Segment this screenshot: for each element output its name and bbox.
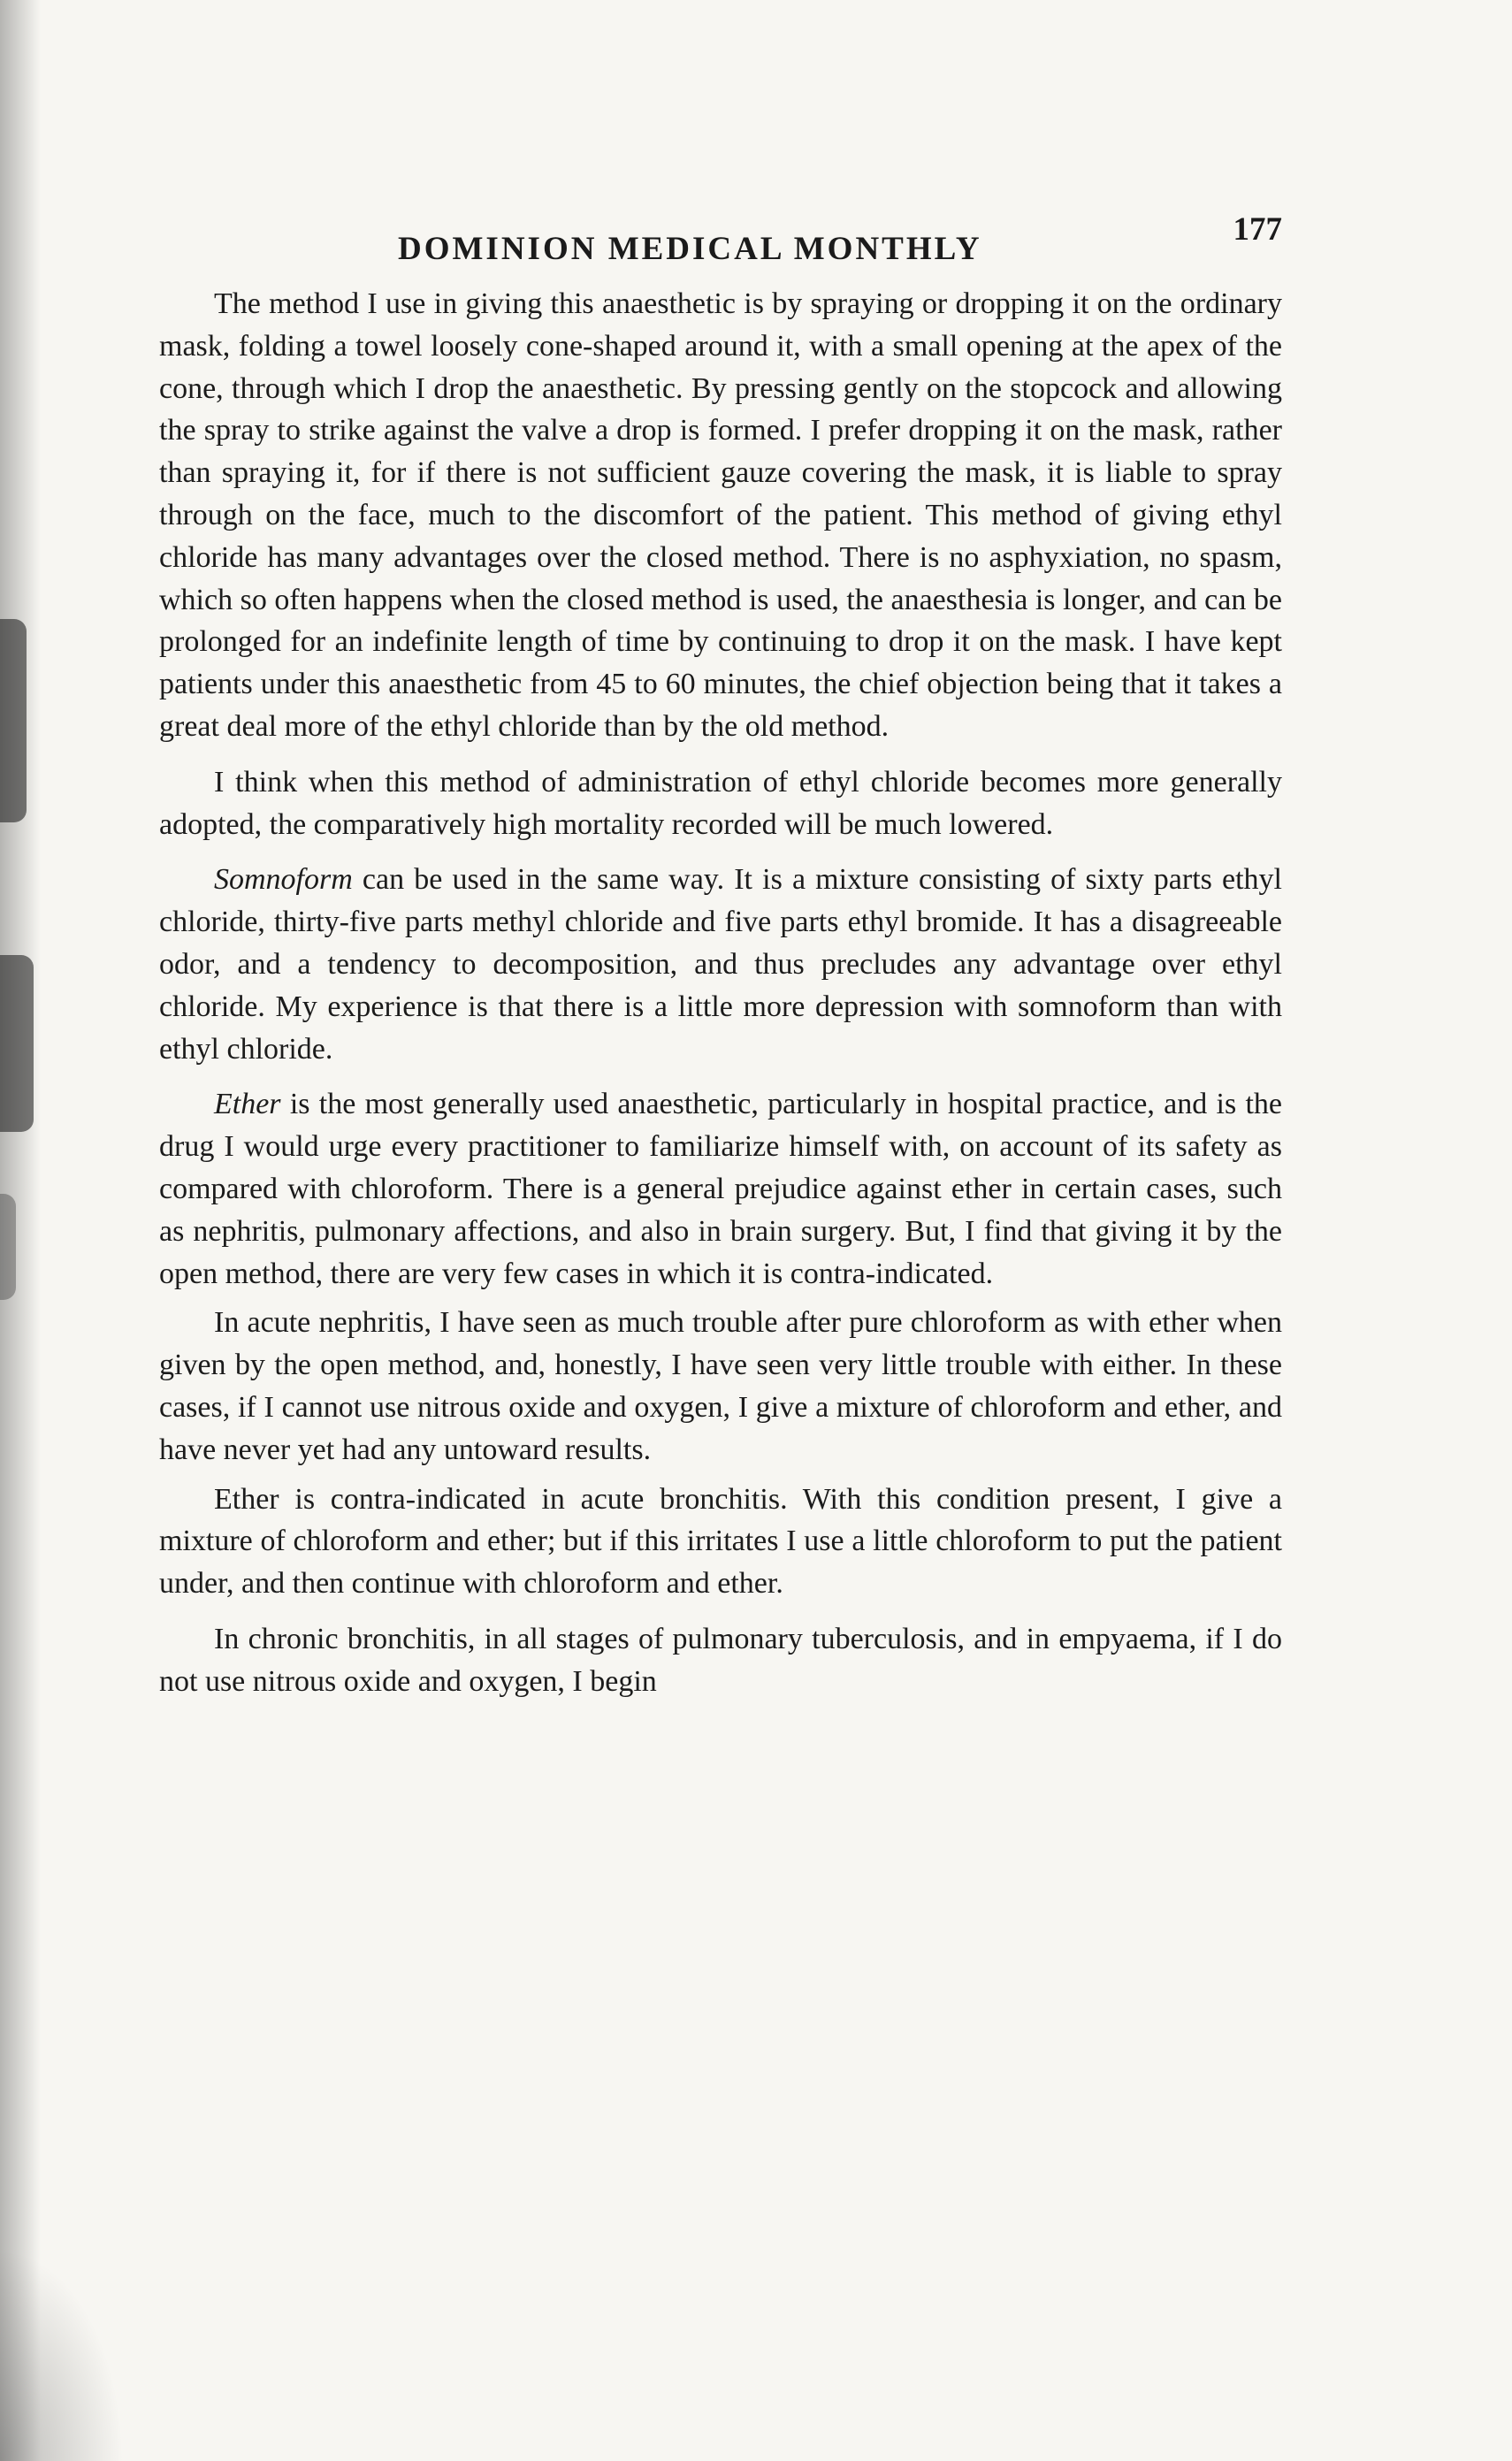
binding-mark <box>0 1194 16 1300</box>
paragraph-text: In chronic bronchitis, in all stages of pulmonary tuberculosis, and in empyaema, if I do not use nitrous oxide and oxygen, I begin <box>159 1622 1282 1698</box>
paragraph-text: is the most generally used anaesthetic, particularly in hospital practice, and is the drug I would urge every practitioner to familiarize himself with, on account of its safety as compared with chloroform. There is a general prejudice against ether in certain cases, such as nephritis, pulmonary affections, and also in brain surgery. But, I find that giving it by the open method, there are very few cases in which it is contra-indicated. <box>159 1088 1282 1290</box>
paragraph-text: In acute nephritis, I have seen as much trouble after pure chloroform as with ether when given by the open method, and, honestly, I have seen very little trouble with either. In these cases, if I cannot use nitrous oxide and oxygen, I give a mixture of chloroform and ether, and have never yet had any untoward results. <box>159 1306 1282 1466</box>
paragraph <box>159 283 1282 748</box>
journal-title: DOMINION MEDICAL MONTHLY <box>398 231 982 267</box>
page-corner-stain <box>0 2249 124 2461</box>
paragraph <box>159 1302 1282 1471</box>
running-head <box>159 203 1282 283</box>
paragraph-text: I think when this method of administration of ethyl chloride becomes more generally adopted, the comparatively high mortality recorded will be much lowered. <box>159 765 1282 841</box>
paragraph-text: The method I use in giving this anaesthetic is by spraying or dropping it on the ordinary mask, folding a towel loosely cone-shaped around it, with a small opening at the apex of the cone, through which I drop the anaesthetic. By pressing gently on the stopcock and allowing the spray to strike against the valve a drop is formed. I prefer dropping it on the mask, rather than spraying it, for if there is not sufficient gauze covering the mask, it is liable to spray through on the face, much to the discomfort of the patient. This method of giving ethyl chloride has many advantages over the closed method. There is no asphyxiation, no spasm, which so often happens when the closed method is used, the anaesthesia is longer, and can be prolonged for an indefinite length of time by continuing to drop it on the mask. I have kept patients under this anaesthetic from 45 to 60 minutes, the chief objection being that it takes a great deal more of the ethyl chloride than by the old method. <box>159 287 1282 743</box>
binding-mark <box>0 955 34 1132</box>
paragraph-text: can be used in the same way. It is a mixture consisting of sixty parts ethyl chloride, thirty-five parts methyl chloride and five parts ethyl bromide. It has a disagreeable odor, and a tendency to decomposition, and thus precludes any advantage over ethyl chloride. My experience is that there is a little more depression with somnoform than with ethyl chloride. <box>159 863 1282 1066</box>
paragraph <box>159 1083 1282 1295</box>
paragraph-lead: Ether <box>214 1088 281 1121</box>
page <box>159 203 1282 1716</box>
binding-mark <box>0 619 27 822</box>
paragraph-lead: Somnoform <box>214 863 353 897</box>
paragraph <box>159 859 1282 1070</box>
paragraph <box>159 761 1282 846</box>
paragraph <box>159 1479 1282 1605</box>
article-body <box>159 283 1282 1703</box>
page-number: 177 <box>1233 211 1282 248</box>
paragraph <box>159 1618 1282 1703</box>
paragraph-text: Ether is contra-indicated in acute bronchitis. With this condition present, I give a mixture of chloroform and ether; but if this irritates I use a little chloroform to put the patient under, and then continue with chloroform and ether. <box>159 1482 1282 1601</box>
